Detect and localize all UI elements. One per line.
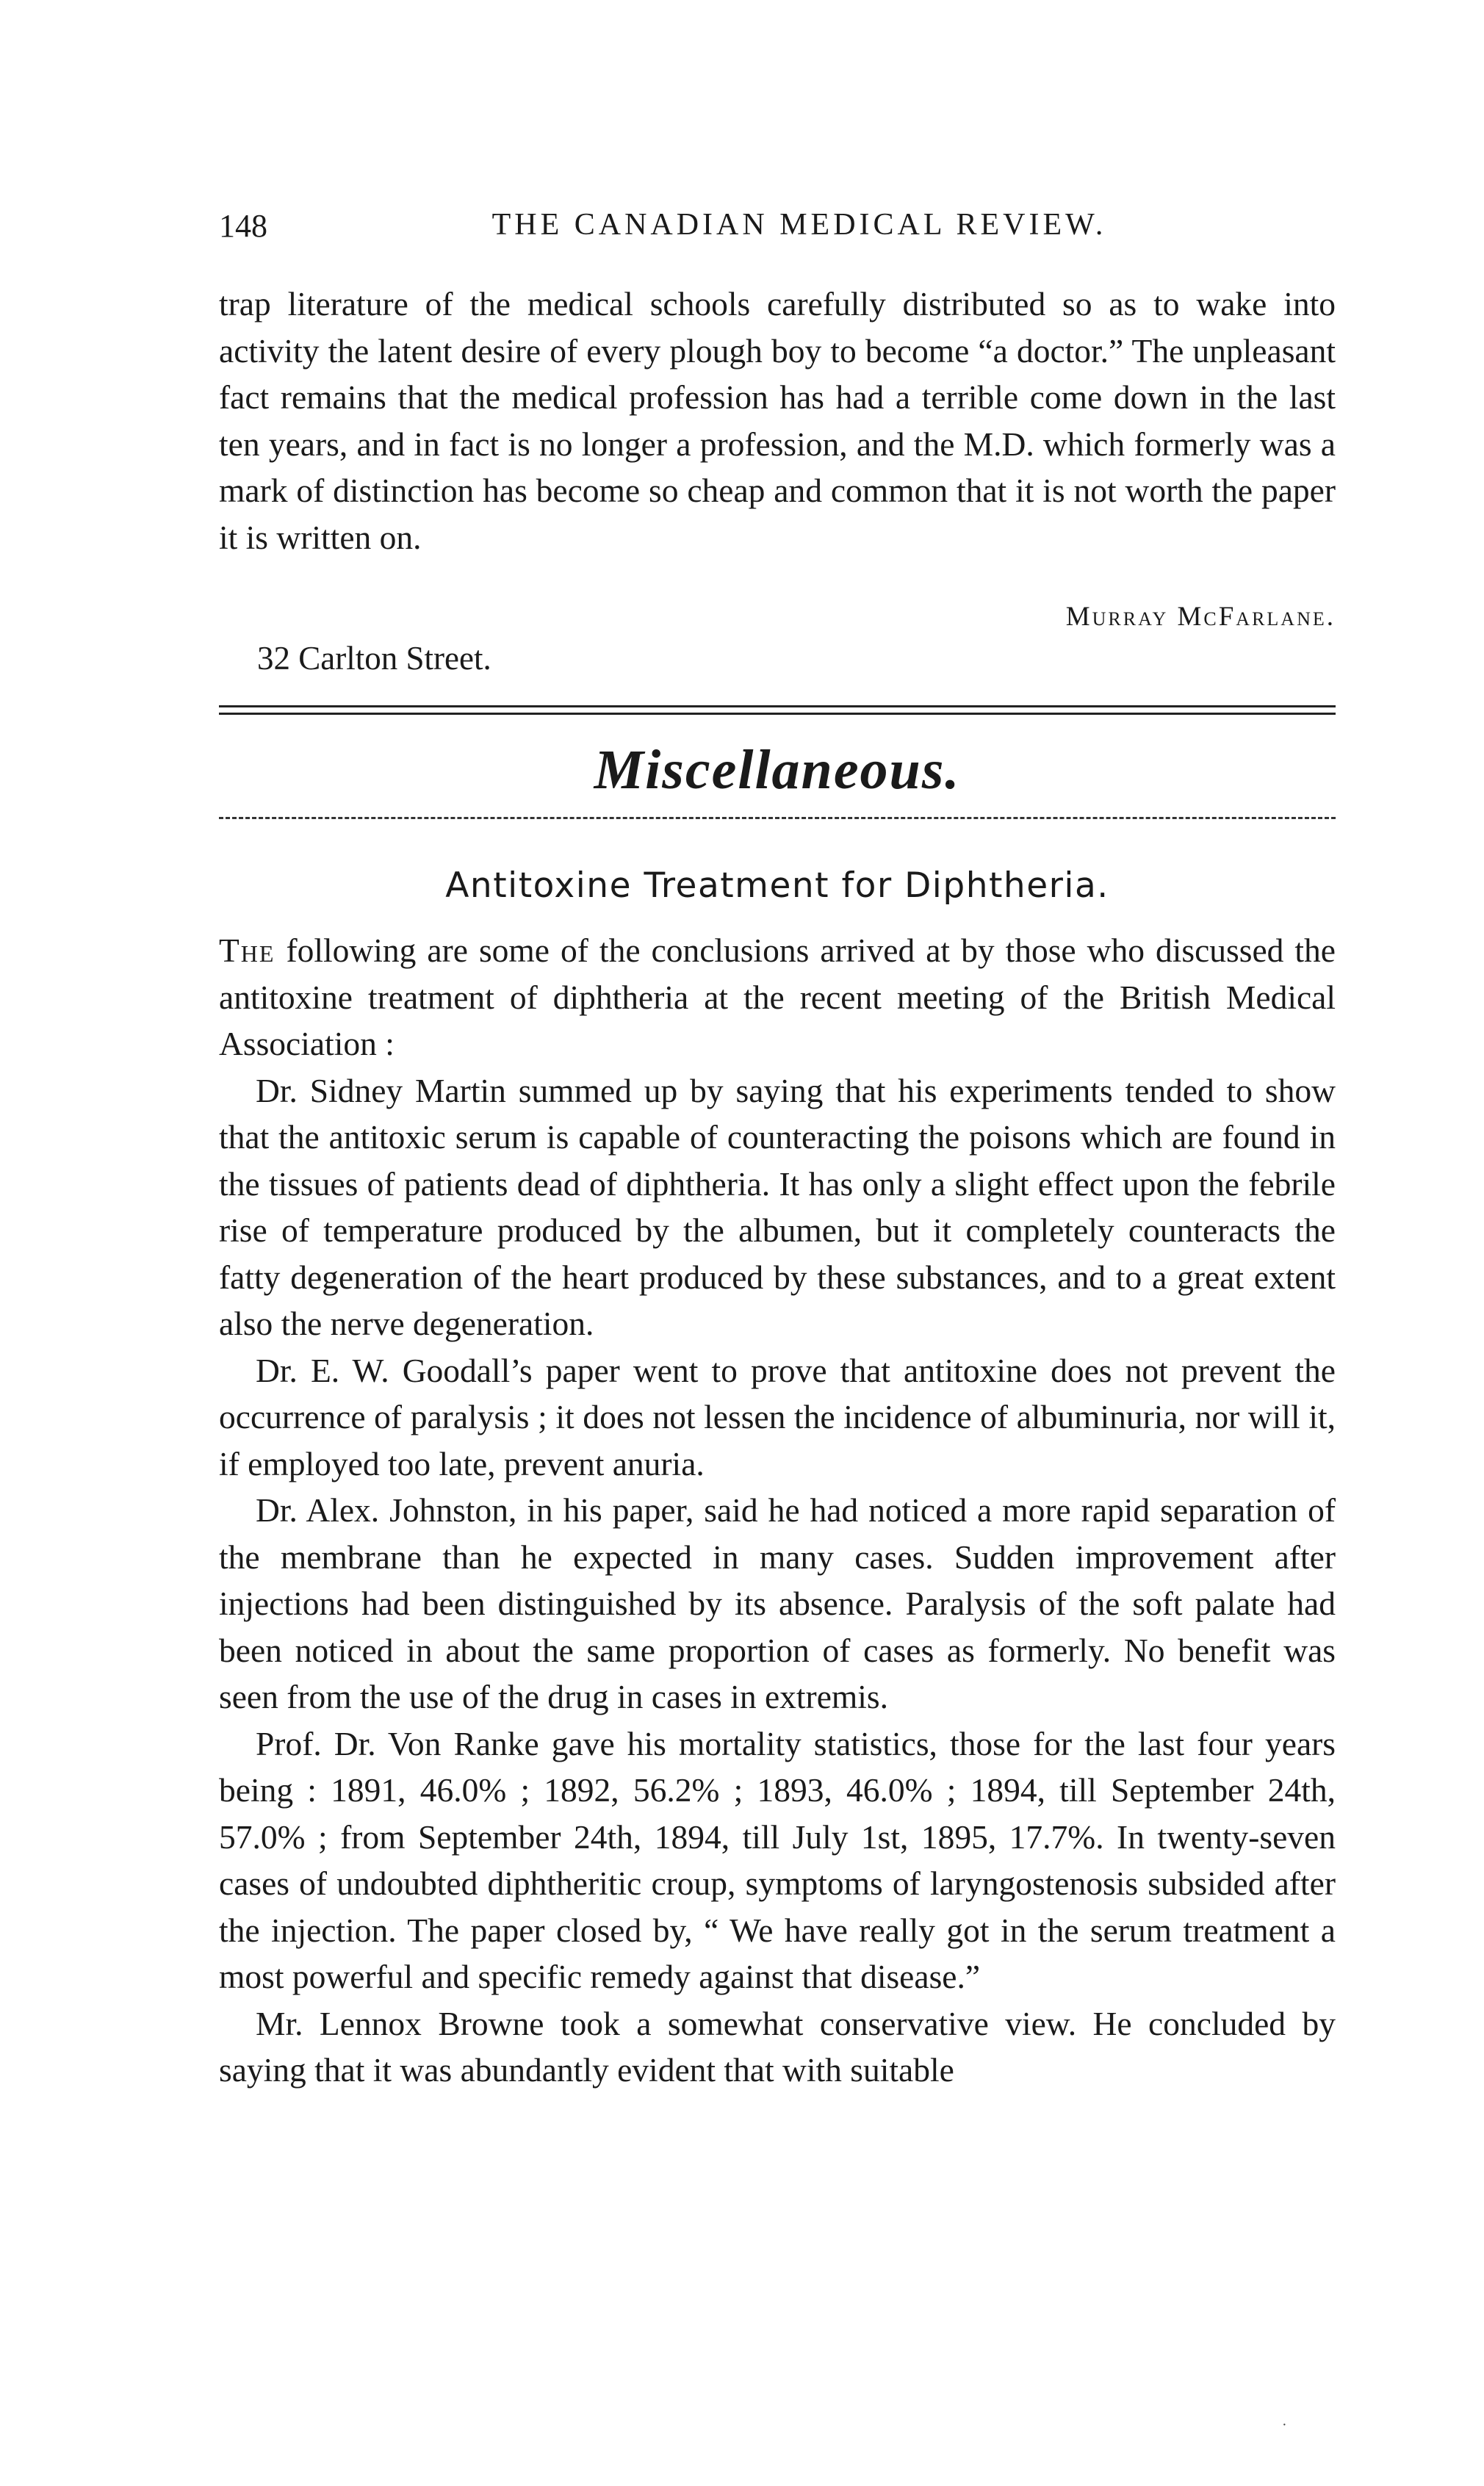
article-paragraph xyxy=(219,927,1336,1067)
article-title: Antitoxine Treatment for Diphtheria. xyxy=(445,865,1109,906)
article-paragraph: Dr. E. W. Goodall’s paper went to prove that antitoxine does not prevent the occurrence of paralysis ; it does not lessen the incidence of albuminuria, nor will it, if employed too late, prevent anuria. xyxy=(219,1351,1336,1482)
article-body xyxy=(219,927,1336,2094)
article-paragraph: Mr. Lennox Browne took a somewhat conservative view. He concluded by saying that it was abundantly evident that with suitable xyxy=(219,2004,1336,2089)
running-title: THE CANADIAN MEDICAL REVIEW. xyxy=(491,208,1107,242)
address: 32 Carlton Street. xyxy=(257,640,491,677)
letter-text: trap literature of the medical schools carefully distributed so as to wake into activity the latent desire of every plough boy to become “a doctor.” The unpleasant fact remains that the medical profession has had a terrible come down in the last ten years, and in fact is no longer a profession, and the M.D. which formerly was a mark of distinction has become so cheap and common that it is not worth the paper it is written on. xyxy=(219,285,1336,556)
section-title: Miscellaneous. xyxy=(594,739,961,801)
lead-word: The xyxy=(219,932,275,969)
print-speck: · xyxy=(1282,2417,1287,2433)
paragraph-text: following are some of the conclusions arrived at by those who discussed the antitoxine treatment of diphtheria at the recent meeting of the British Medical Association : xyxy=(219,932,1336,1062)
letter-closing-paragraph xyxy=(219,281,1336,561)
article-paragraph: Dr. Alex. Johnston, in his paper, said he had noticed a more rapid separation of the membrane than he expected in many cases. Sudden improvement after injections had been distinguished by its absence. Paralysis of the soft palate had been noticed in about the same proportion of cases as formerly. No benefit was seen from the use of the drug in cases in extremis. xyxy=(219,1491,1336,1715)
section-rule-divider xyxy=(219,817,1336,822)
page-header xyxy=(219,207,1336,251)
article-paragraph: Dr. Sidney Martin summed up by saying that his experiments tended to show that the antitoxic serum is capable of counteracting the poisons which are found in the tissues of patients dead of diphtheria. It has only a slight effect upon the febrile rise of temperature produced by the albumen, but it completely counteracts the fatty degeneration of the heart produced by these substances, and to a great extent also the nerve degeneration. xyxy=(219,1071,1336,1342)
double-rule-divider xyxy=(219,705,1336,716)
page-number: 148 xyxy=(219,208,267,244)
signature: Murray McFarlane. xyxy=(1065,602,1336,632)
article-paragraph: Prof. Dr. Von Ranke gave his mortality statistics, those for the last four years being : 1891, 46.0% ; 1892, 56.2% ; 1893, 46.0% ; 1894, till September 24th, 57.0% ; from September 24th, 1894, till July 1st, 1895, 17.7%. In twenty-seven cases of undoubted diphtheritic croup, symptoms of laryngostenosis subsided after the injection. The paper closed by, “ We have really got in the serum treatment a most powerful and specific remedy against that disease.” xyxy=(219,1724,1336,1995)
